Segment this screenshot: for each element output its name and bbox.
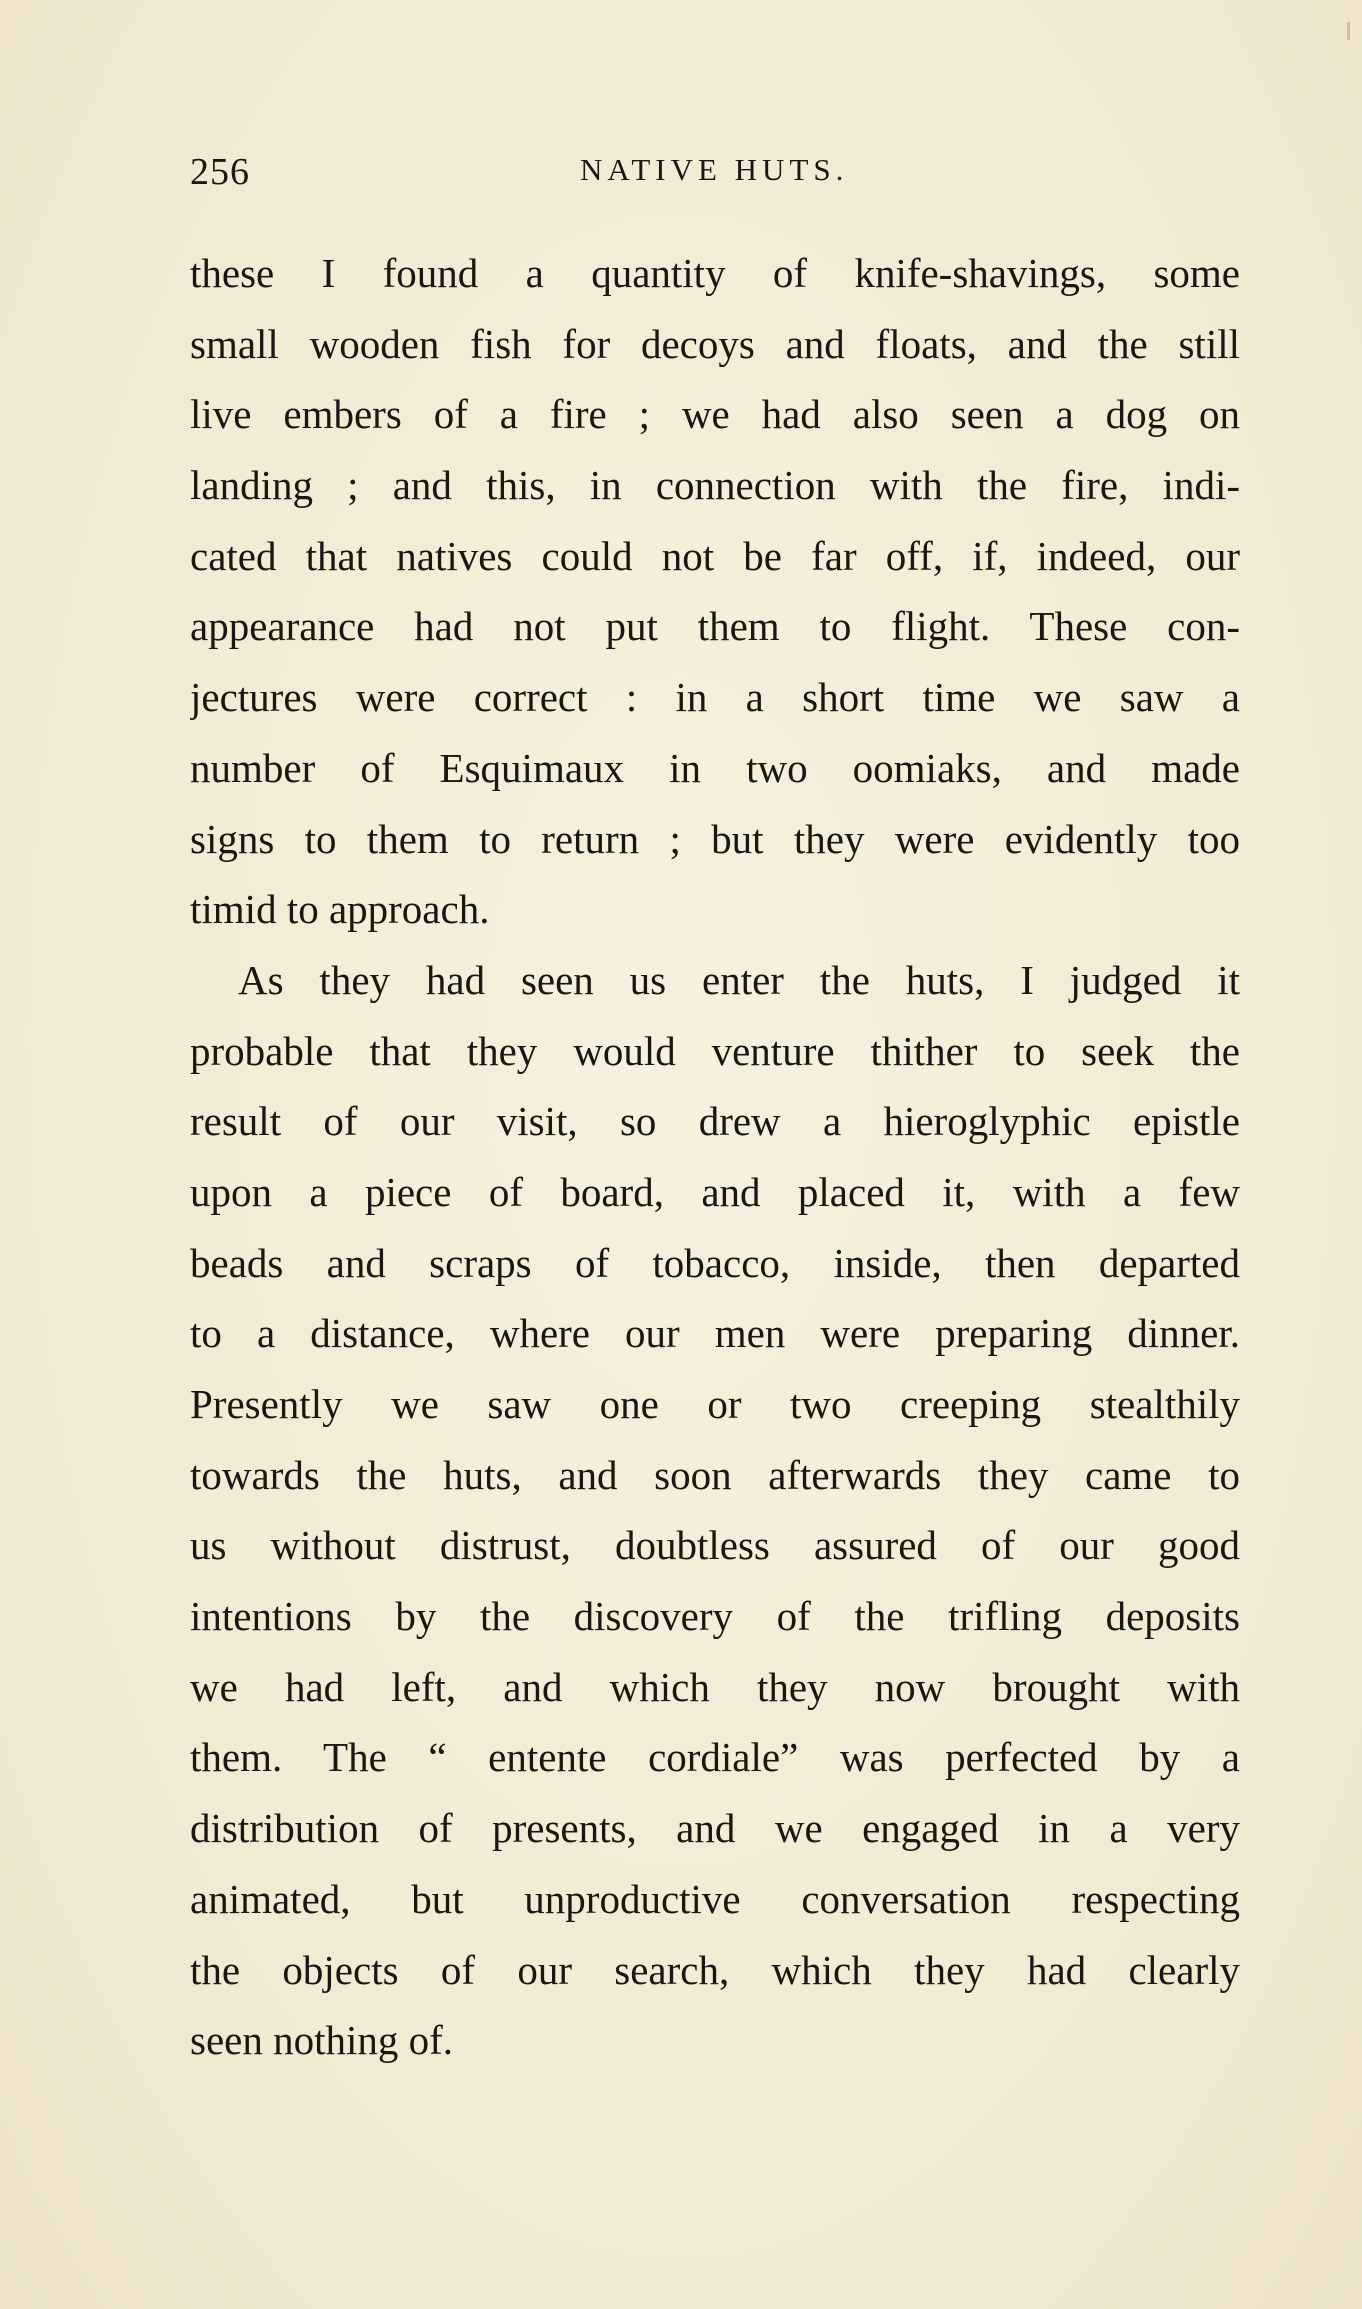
page-edge-mark <box>1347 22 1350 40</box>
text-line: to a distance, where our men were preparing dinner. <box>190 1310 1240 1357</box>
page-number: 256 <box>190 151 250 193</box>
text-line: distribution of presents, and we engaged in a very <box>190 1805 1240 1852</box>
text-line: appearance had not put them to flight. These con- <box>190 603 1240 650</box>
text-line: As they had seen us enter the huts, I judged it <box>238 956 1240 1003</box>
text-line: intentions by the discovery of the trifling deposits <box>190 1593 1240 1640</box>
running-head <box>190 150 1240 200</box>
text-line: jectures were correct : in a short time we saw a <box>190 674 1240 721</box>
text-line: small wooden fish for decoys and floats, and the still <box>190 320 1240 367</box>
text-line: live embers of a fire ; we had also seen a dog on <box>190 391 1240 438</box>
text-line: seen nothing of. <box>190 2017 454 2064</box>
text-line: probable that they would venture thither to seek the <box>190 1027 1240 1074</box>
text-line: we had left, and which they now brought with <box>190 1663 1240 1710</box>
text-line: Presently we saw one or two creeping stealthily <box>190 1381 1240 1427</box>
body-text <box>190 244 1240 2082</box>
text-line: them. The “ entente cordiale” was perfected by a <box>190 1734 1240 1781</box>
text-line: signs to them to return ; but they were evidently too <box>190 815 1240 862</box>
text-line: the objects of our search, which they had clearly <box>190 1946 1240 1993</box>
text-line: number of Esquimaux in two oomiaks, and made <box>190 744 1240 791</box>
text-line: towards the huts, and soon afterwards they came to <box>190 1451 1240 1498</box>
text-line: these I found a quantity of knife-shavings, some <box>190 250 1240 296</box>
running-title: NATIVE HUTS. <box>580 152 849 187</box>
text-line: us without distrust, doubtless assured of our good <box>190 1522 1240 1569</box>
text-line: upon a piece of board, and placed it, with a few <box>190 1168 1240 1215</box>
text-line: result of our visit, so drew a hieroglyphic epistle <box>190 1098 1240 1145</box>
text-line: cated that natives could not be far off, if, indeed, our <box>190 532 1240 579</box>
text-line: timid to approach. <box>190 886 490 933</box>
text-line: beads and scraps of tobacco, inside, then departed <box>190 1239 1240 1286</box>
text-line: landing ; and this, in connection with the fire, indi- <box>190 462 1240 509</box>
text-line: animated, but unproductive conversation respecting <box>190 1875 1240 1922</box>
